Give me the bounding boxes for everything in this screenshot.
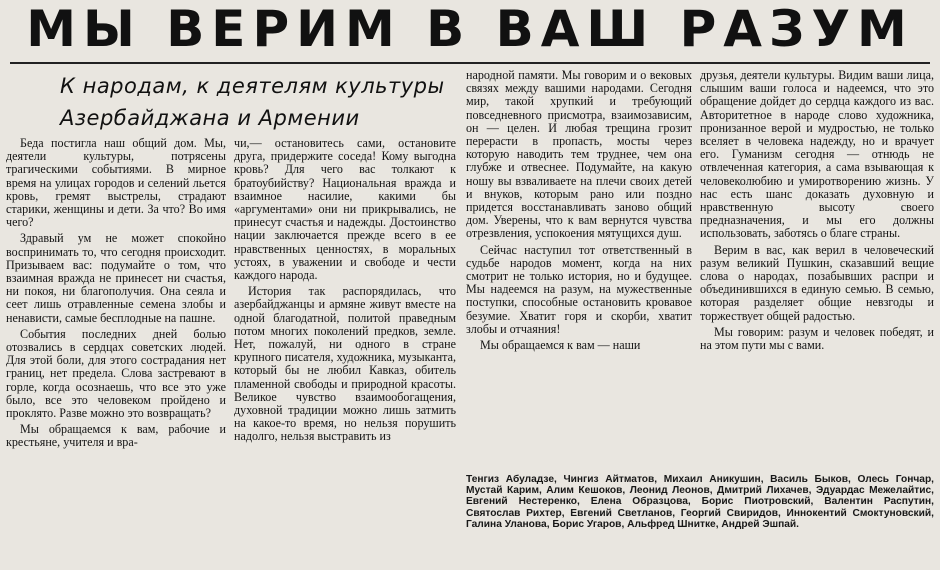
paragraph: Мы обращаемся к вам — наши (480, 338, 641, 353)
paragraph: События последних дней болью отозвались в сердцах советских людей. Для этой боли, для этого сострадания нет границ, нет предела. Слова застревают в горле, когда осознаешь, что все это уже было, все это человеком пройдено и проклято. Разве можно это возвращать? (6, 326, 226, 421)
paragraph: друзья, деятели культуры. Видим ваши лица, слышим ваши голоса и надеемся, что это обращение дойдет до сердца каждого из вас. Авторитетное в народе слово художника, пронизанное верой и мудростью, не только вселяет в человека надежду, но и врачует его. Гуманизм сегодня — отнюдь не отвлеченная категория, а сама взывающая к человеколюбию и умиротворению жизнь. У нас есть шанс доказать духовную и нравственную высоту своего предназначения, и мы его должны использовать, заботясь о благе страны. (700, 69, 934, 241)
text-column-4 (700, 69, 934, 479)
text-column-2 (234, 137, 456, 569)
subheadline-line-1: К народам, к деятелям культуры (60, 74, 445, 98)
paragraph: Мы говорим: разум и человек победят, и на этом пути мы с вами. (700, 324, 934, 353)
text-column-3 (466, 69, 692, 479)
paragraph: Здравый ум не может спокойно воспринимать то, что сегодня происходит. Призываем вас: подумайте о том, что взаимная вражда не принесет ни счастья, ни покоя, ни благополучия. Она сеяла и сеет лишь отравленные семена злобы и ненависти, самые бесплодные на пашне. (6, 231, 226, 325)
signatories: Тенгиз Абуладзе, Чингиз Айтматов, Михаил Аникушин, Василь Быков, Олесь Гончар, Мустай Карим, Алим Кешоков, Леонид Леонов, Дмитрий Лихачев, Эдуардас Межелайтис, Евгений Нестеренко, Елена Образцова, Борис Пиотровский, Валентин Распутин, Святослав Рихтер, Евгений Светланов, Георгий Свиридов, Иннокентий Смоктуновский, Галина Уланова, Борис Угаров, Альфред Шнитке, Андрей Эшпай. (466, 474, 934, 530)
paragraph: Беда постигла наш общий дом. Мы, деятели культуры, потрясены трагическими событиями. В мирное время на улицах городов и селений льется кровь, гремят выстрелы, страдают старики, женщины и дети. За что? Во имя чего? (6, 137, 226, 230)
paragraph: Мы обращаемся к вам, рабочие и крестьяне, учителя и вра- (6, 422, 226, 450)
paragraph: чи,— остановитесь сами, остановите друга, придержите соседа! Кому выгодна кровь? Для чего вас толкают к братоубийству? Национальная вражда и взаимное насилие, какими бы «аргументами» они ни прикрывались, не принесут счастья и надежды. Достоинство нации заключается прежде всего в ее нравственных ценностях, в моральных устоях, в уважении и свободе и чести каждого народа. (234, 137, 456, 283)
paragraph: народной памяти. Мы говорим и о вековых связях между вашими народами. Сегодня мир, такой хрупкий и требующий повседневного присмотра, взаимозависим, он — целен. И любая трещина грозит перерасти в пропасть, мосты через которую наводить тем труднее, чем она глубже и отвеснее. Подумайте, на какую ношу вы взваливаете на плечи своих детей и внуков, которым рано или поздно придется восстанавливать заново общий дом. Уверены, что к вам вернутся чувства отрезвления, успокоения мятущихся душ. (466, 69, 692, 241)
paragraph: История так распорядилась, что азербайджанцы и армяне живут вместе на одной благодатной, политой праведным потом многих поколений предков, земле. Нет, пожалуй, ни одного в стране крупного писателя, художника, музыканта, который бы не любил Кавказ, обитель пламенной свободы и природной красоты. Великое чувство взаимообогащения, духовной традиции можно лишь затмить на какое-то время, но нельзя порушить надолго, нельзя выстравить из (234, 284, 456, 444)
subheadline (60, 70, 460, 134)
subheadline-line-2: Азербайджана и Армении (60, 106, 360, 130)
text-column-1 (6, 137, 226, 569)
paragraph: Сейчас наступил тот ответственный в судьбе народов момент, когда на них смотрит не только история, но и будущее. Мы надеемся на разум, на мужественные поступки, способные остановить кровавое безумие. Хватит горя и скорби, хватит злобы и отчаяния! (466, 242, 692, 336)
paragraph: Верим в вас, как верил в человеческий разум великий Пушкин, сказавший вещие слова о народах, позабывших распри и объединившихся в единую семью. В семью, которая разделяет общие невзгоды и торжествует общей радостью. (700, 242, 934, 323)
headline: МЫ ВЕРИМ В ВАШ РАЗУМ (26, 0, 914, 58)
headline-rule (10, 62, 930, 64)
